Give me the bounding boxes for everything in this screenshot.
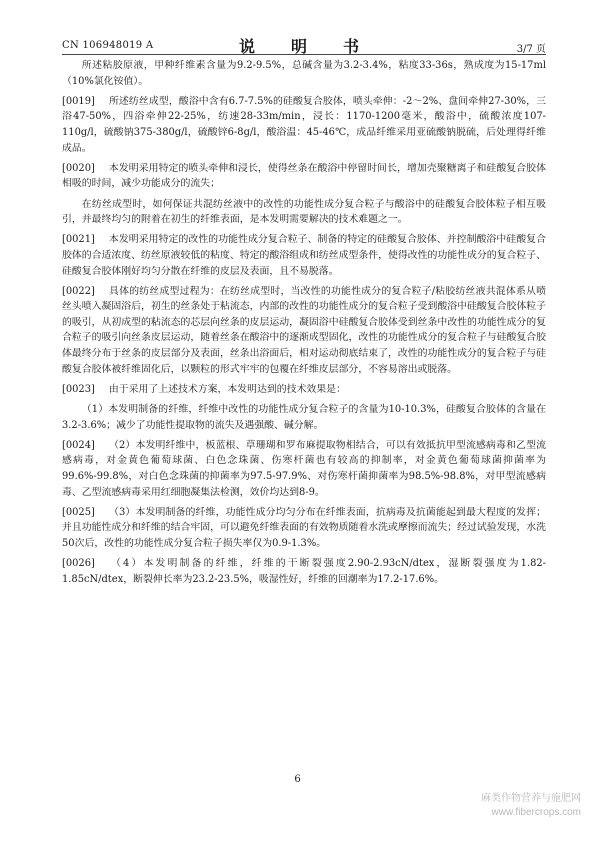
paragraph <box>62 402 546 433</box>
site-watermark <box>481 792 581 820</box>
page-header <box>62 28 546 55</box>
paragraph <box>62 161 546 192</box>
paragraph-text: （3）本发明制备的纤维，功能性成分均匀分布在纤维表面，抗病毒及抗菌能起到最大程度的发挥；并且功能性成分和纤维的结合牢固，可以避免纤维表面的有效物质随着水洗或摩擦而流失；经过试验发现，水洗50次后，改性的功能性成分复合粒子损失率仅为0.9-1.3%。 <box>62 506 546 549</box>
watermark-site-name: 麻类作物营养与施肥网 <box>481 793 581 804</box>
publication-number: CN 106948019 A <box>62 40 154 51</box>
paragraph-text: 所述纺丝成型，酸浴中含有6.7-7.5%的硅酸复合胶体，喷头牵伸：-2～2%、盘间牵伸27-30%，三浴47-50%，四浴牵伸22-25%，纺速28-33m/min，浸长：1170-1200毫米，酸浴中，硫酸浓度107-110g/l，硫酸钠375-380g/l，硫酸锌6-8g/l，酸浴温：45-46℃，成品纤维采用亚硫酸钠脱硫，后处理得纤维成品。 <box>62 95 546 154</box>
paragraph-text: 所述粘胶原液，甲种纤维素含量为9.2-9.5%，总碱含量为3.2-3.4%，粘度33-36s，熟成度为15-17ml（10%氯化铵值）。 <box>62 60 546 87</box>
paragraph-text: 由于采用了上述技术方案，本发明达到的技术效果是： <box>108 383 346 395</box>
paragraph <box>62 284 546 378</box>
paragraph-text: 本发明采用特定的喷头牵伸和浸长，使得丝条在酸浴中停留时间长，增加壳聚糖离子和硅酸复合胶体相吸的时间，减少功能成分的流失； <box>62 162 546 190</box>
paragraph <box>62 556 546 587</box>
paragraph-number: [0022] <box>62 285 95 297</box>
document-body <box>62 58 546 592</box>
paragraph-number: [0024] <box>62 439 95 451</box>
paragraph-number: [0025] <box>62 506 95 518</box>
paragraph <box>62 382 546 398</box>
paragraph <box>62 438 546 500</box>
paragraph <box>62 94 546 156</box>
page-number: 6 <box>294 774 301 785</box>
paragraph-text: （2）本发明纤维中，板蓝根、草珊瑚和罗布麻提取物相结合，可以有效抵抗甲型流感病毒和乙型流感病毒，对金黄色葡萄球菌、白色念珠菌、伤寒杆菌也有较高的抑制率，对金黄色葡萄球菌抑菌率为99.6%-99.8%，对白色念珠菌的抑菌率为97.5-97.9%、对伤寒杆菌抑菌率为98.5%-98.8%，对甲型流感病毒、乙型流感病毒采用红细胞凝集法检测，效价均达到8-9。 <box>62 439 546 498</box>
paragraph-number: [0019] <box>62 95 95 107</box>
paragraph-number: [0023] <box>62 383 95 395</box>
paragraph <box>62 58 546 89</box>
watermark-url: www.fibercrops.com <box>491 807 581 818</box>
paragraph <box>62 232 546 279</box>
paragraph-text: （4）本发明制备的纤维，纤维的干断裂强度2.90-2.93cN/dtex，湿断裂强度为1.82-1.85cN/dtex，断裂伸长率为23.2-23.5%，吸湿性好，纤维的回潮率为17.2-17.6%。 <box>62 558 546 585</box>
paragraph-text: （1）本发明制备的纤维，纤维中改性的功能性成分复合粒子的含量为10-10.3%，硅酸复合胶体的含量在3.2-3.6%；减少了功能性提取物的流失及遇强酸、碱分解。 <box>62 404 546 431</box>
paragraph <box>62 505 546 552</box>
paragraph-number: [0026] <box>62 558 95 570</box>
page-info: 3/7 页 <box>516 44 546 55</box>
document-title: 说 明 书 <box>238 37 369 56</box>
paragraph <box>62 197 546 228</box>
paragraph-number: [0021] <box>62 234 95 246</box>
paragraph-text: 本发明采用特定的改性的功能性成分复合粒子、制备的特定的硅酸复合胶体、并控制酸浴中硅酸复合胶体的合适浓度、纺丝原液较低的粘度、特定的酸浴组成和纺丝成型条件，使得改性的功能性成分的复合粒子、硅酸复合胶体刚好均匀分散在纤维的皮层及表面，且不易脱落。 <box>62 234 546 277</box>
paragraph-text: 具体的纺丝成型过程为：在纺丝成型时，当改性的功能性成分的复合粒子/粘胶纺丝液共混体系从喷丝头喷入凝固浴后，初生的丝条处于粘流态，内部的改性的功能性成分的复合粒子受到酸浴中硅酸复合胶体粒子的吸引，从初成型的粘流态的芯层向丝条的皮层运动，凝固浴中硅酸复合胶体受到丝条中改性的功能性成分的复合粒子的吸引向丝条皮层运动，随着丝条在酸浴中的逐渐成型固化，改性的功能性成分的复合粒子与硅酸复合胶体最终分布于丝条的皮层部分及表面，丝条出浴面后，相对运动彻底结束了，改性的功能性成分的复合粒子与硅酸复合胶体被纤维固化后，以颗粒的形式牢牢的包覆在纤维皮层部分，不容易溶出或脱落。 <box>62 285 546 375</box>
paragraph-text: 在纺丝成型时，如何保证共混纺丝液中的改性的功能性成分复合粒子与酸浴中的硅酸复合胶体粒子相互吸引，并最终均匀的附着在初生的纤维表面，是本发明需要解决的技术难题之一。 <box>62 198 546 226</box>
paragraph-number: [0020] <box>62 162 95 174</box>
